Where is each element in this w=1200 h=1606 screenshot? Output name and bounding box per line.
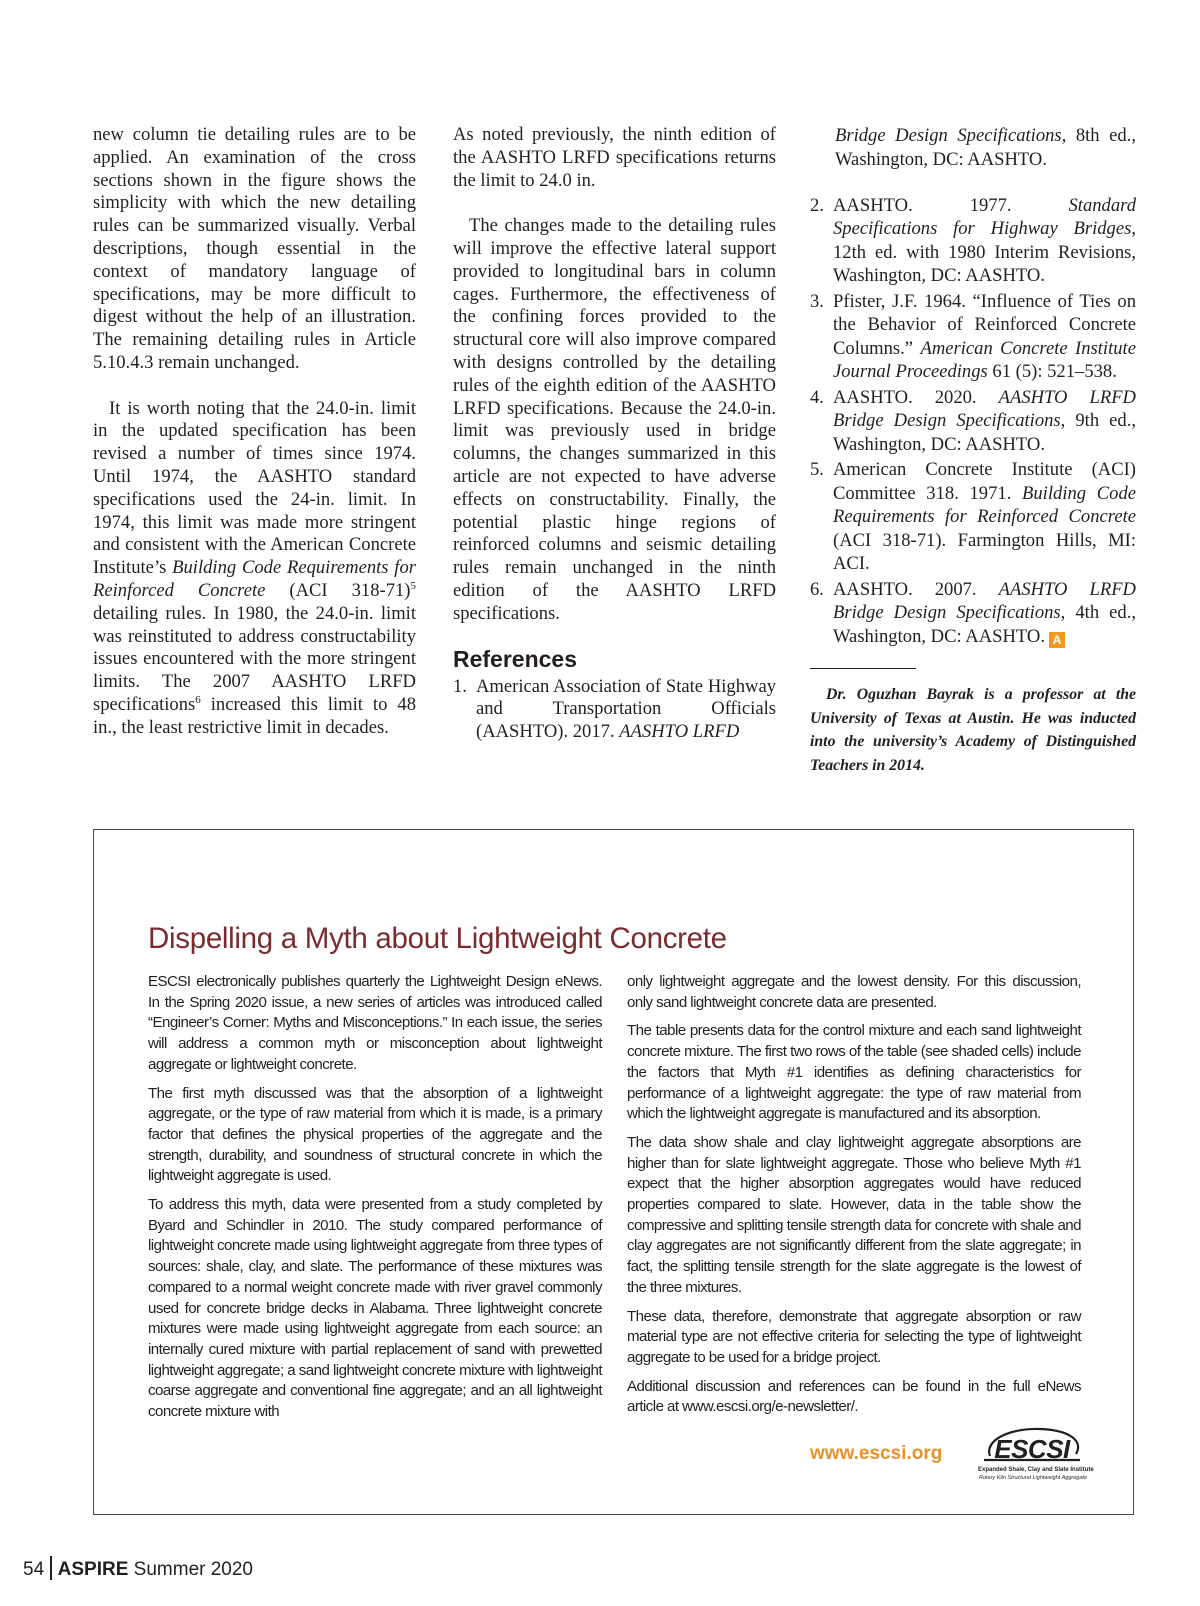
reference-item: 3. Pfister, J.F. 1964. “Influence of Ties on the Behavior of Reinforced Concrete Columns.” American Concrete Institute Journal Proceedings 61 (5): 521–538. (810, 290, 1136, 383)
paragraph: The table presents data for the control mixture and each sand lightweight concrete mixture. The first two rows of the table (see shaded cells) include the factors that Myth #1 identifies as defining characteristics for performance of a lightweight aggregate: the type of raw material from which the lightweight aggregate is manufactured and its absorption. (627, 1022, 1081, 1123)
article-column-1 (93, 124, 416, 740)
article-column-3 (810, 124, 1136, 777)
aspire-end-mark-icon: A (1049, 632, 1065, 648)
reference-item: 6. AASHTO. 2007. AASHTO LRFD Bridge Design Specifications, 4th ed., Washington, DC: AASHTO. A (810, 578, 1136, 647)
paragraph: ESCSI electronically publishes quarterly the Lightweight Design eNews. In the Spring 2020 issue, a new series of articles was introduced called “Engineer’s Corner: Myths and Misconceptions.” In each issue, the series will address a common myth or misconception about lightweight aggregate or lightweight concrete. (148, 973, 602, 1073)
author-bio: Dr. Oguzhan Bayrak is a professor at the University of Texas at Austin. He was inducted into the university’s Academy of Distinguished Teachers in 2014. (810, 686, 1136, 774)
reference-item: 2. AASHTO. 1977. Standard Specifications for Highway Bridges, 12th ed. with 1980 Interim Revisions, Washington, DC: AASHTO. (810, 194, 1136, 287)
escsi-logo (978, 1428, 1094, 1486)
reference-item: 5. American Concrete Institute (ACI) Committee 318. 1971. Building Code Requirements for Reinforced Concrete (ACI 318-71). Farmington Hills, MI: ACI. (810, 459, 1136, 575)
reference-item: 1. American Association of State Highway and Transportation Officials (AASHTO). 2017. AASHTO LRFD (453, 675, 776, 743)
magazine-name: ASPIRE (57, 1559, 129, 1580)
paragraph: It is worth noting that the 24.0-in. limit in the updated specification has been revised a number of times since 1974. Until 1974, the AASHTO standard specifications used the 24-in. limit. In 1974, this limit was made more stringent and consistent with the American Concrete Institute’s Building Code Requirements for Reinforced Concrete (ACI 318-71)$^5$ detailing rules. In 1980, the 24.0-in. limit was reinstituted to address constructability issues encountered with the more stringent limits. The 2007 AASHTO LRFD specifications$^6$ increased this limit to 48 in., the least restrictive limit in decades. (93, 397, 416, 738)
paragraph: As noted previously, the ninth edition of the AASHTO LRFD specifications returns the limit to 24.0 in. (453, 124, 776, 191)
paragraph: To address this myth, data were presented from a study completed by Byard and Schindler in 2010. The study compared performance of lightweight concrete made using lightweight aggregate from three types of sources: shale, clay, and slate. The performance of these mixtures was compared to a normal weight concrete made with river gravel commonly used for concrete bridge decks in Alabama. Three lightweight concrete mixtures were made using lightweight aggregate from each source: an internally cured mixture with partial replacement of sand with prewetted lightweight aggregate; a sand lightweight concrete mixture with lightweight coarse aggregate and conventional fine aggregate; and an all lightweight concrete mixture with (148, 1196, 602, 1421)
escsi-website-link[interactable]: www.escsi.org (810, 1443, 943, 1464)
sidebar-column-1 (148, 972, 602, 1423)
escsi-sidebar-box (93, 829, 1134, 1515)
reference-item-continued: Bridge Design Specifications, 8th ed., Washington, DC: AASHTO. (835, 125, 1136, 170)
paragraph: new column tie detailing rules are to be applied. An examination of the cross sections shown in the figure shows the simplicity with which the new detailing rules can be summarized visually. Verbal descriptions, though essential in the context of mandatory language of specifications, may be more difficult to digest without the help of an illustration. The remaining detailing rules in Article 5.10.4.3 remain unchanged. (93, 124, 416, 373)
paragraph: Additional discussion and references can be found in the full eNews article at www.escsi.org/e-newsletter/. (627, 1377, 1081, 1416)
paragraph: The first myth discussed was that the absorption of a lightweight aggregate, or the type of raw material from which it is made, is a primary factor that defines the physical properties of the aggregate and the strength, durability, and soundness of structural concrete in which the lightweight aggregate is used. (148, 1084, 602, 1185)
sidebar-column-2 (627, 972, 1081, 1418)
issue-label: Summer 2020 (128, 1559, 254, 1580)
logo-subtitle: Expanded Shale, Clay and Slate Institute (978, 1467, 1094, 1473)
article-column-2 (453, 124, 776, 744)
page-number: 54 (23, 1559, 45, 1580)
sidebar-title: Dispelling a Myth about Lightweight Concrete (148, 922, 727, 955)
page-footer (23, 1556, 253, 1581)
paragraph: only lightweight aggregate and the lowest density. For this discussion, only sand lightweight concrete data are presented. (627, 973, 1081, 1011)
logo-wordmark: ESCSI (994, 1434, 1070, 1464)
footer-divider (50, 1556, 52, 1580)
references-heading: References (453, 645, 578, 672)
paragraph: These data, therefore, demonstrate that aggregate absorption or raw material type are not effective criteria for selecting the type of lightweight aggregate to be used for a bridge project. (627, 1307, 1081, 1366)
paragraph: The changes made to the detailing rules will improve the effective lateral support provided to longitudinal bars in column cages. Furthermore, the effectiveness of the confining forces provided to the structural core will also improve compared with designs controlled by the detailing rules of the eighth edition of the AASHTO LRFD specifications. Because the 24.0-in. limit was previously used in bridge columns, the changes summarized in this article are not expected to have adverse effects on constructability. Finally, the potential plastic hinge regions of reinforced columns and seismic detailing rules remain unchanged in the ninth edition of the AASHTO LRFD specifications. (453, 215, 776, 624)
bio-divider (810, 668, 916, 669)
logo-tagline: Rotary Kiln Structural Lightweight Aggregate (978, 1475, 1088, 1481)
paragraph: The data show shale and clay lightweight aggregate absorptions are higher than for slate lightweight aggregate. Those who believe Myth #1 expect that the higher absorption aggregates would have reduced properties compared to slate. However, data in the table show the compressive and splitting tensile strength data for concrete with shale and clay aggregates are not significantly different from the slate aggregate; in fact, the splitting tensile strength for the slate aggregate is the lowest of the three mixtures. (627, 1133, 1081, 1296)
reference-item: 4. AASHTO. 2020. AASHTO LRFD Bridge Design Specifications, 9th ed., Washington, DC: AASHTO. (810, 386, 1136, 455)
